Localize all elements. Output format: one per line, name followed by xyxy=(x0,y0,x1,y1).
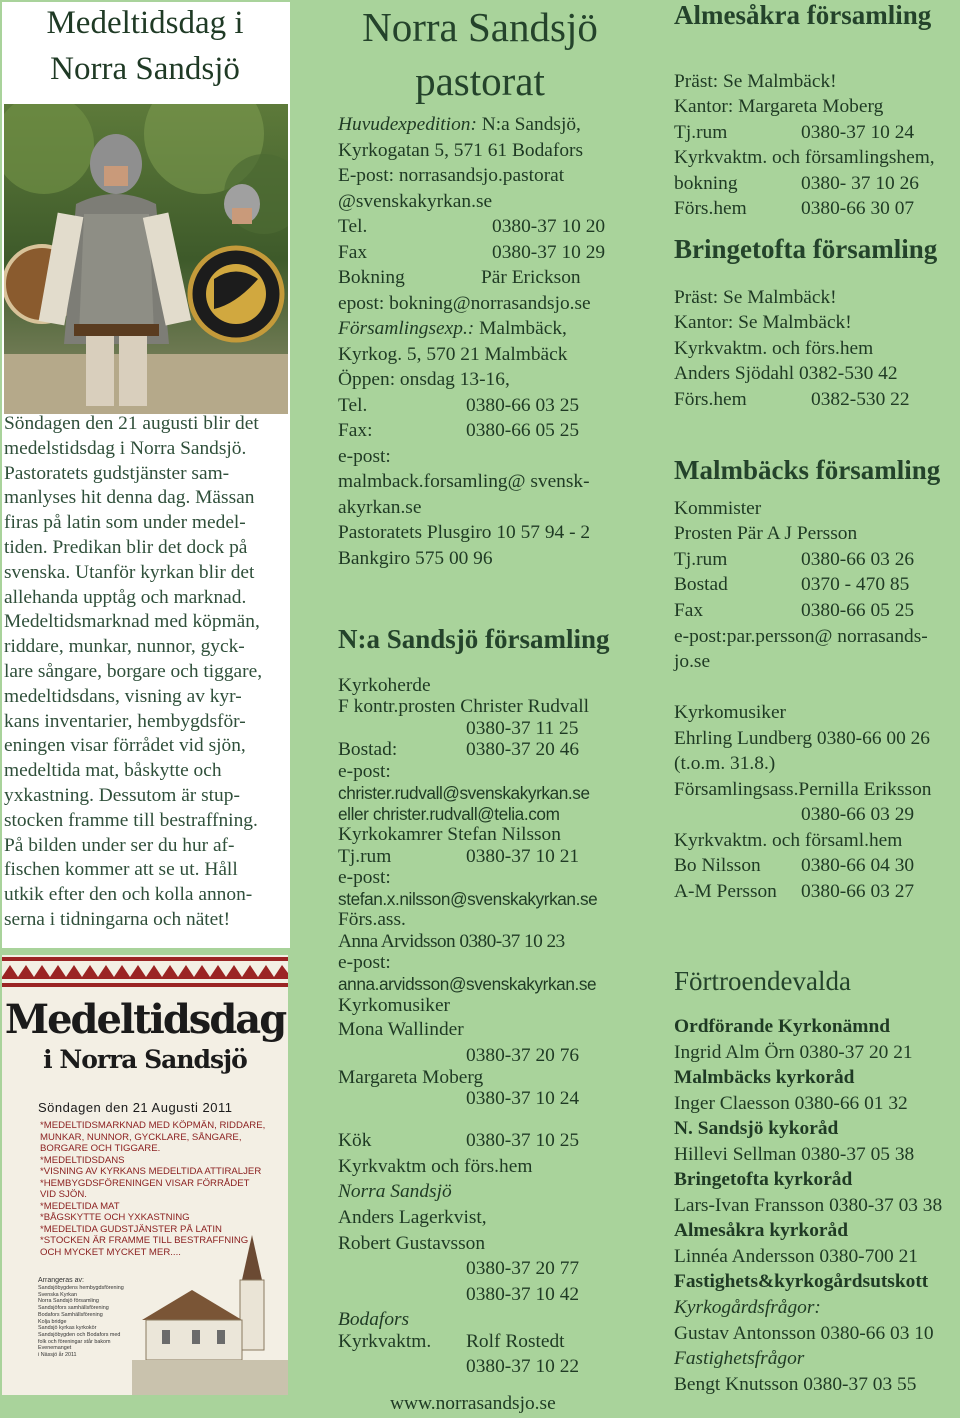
malmback-office-tel: 0380-66 03 26 xyxy=(801,549,915,570)
vicar-label: Kyrkoherde xyxy=(338,675,431,696)
malmback-office-label: Tj.rum xyxy=(674,549,728,570)
arranger: Sandsjöbygden och Bodafors med xyxy=(38,1331,121,1338)
branch-email: akyrkan.se xyxy=(338,497,422,518)
body-line: Söndagen den 21 augusti blir det xyxy=(4,413,259,434)
malmback-sexton-label: Kyrkvaktm. och församl.hem xyxy=(674,830,903,851)
almesakra-hall-tel: 0380-66 30 07 xyxy=(801,198,915,219)
poster-item: *MEDELTIDSMARKNAD MED KÖPMÄN, RIDDARE, xyxy=(40,1120,266,1131)
body-line: tiden. Predikan blir det dock på xyxy=(4,536,248,558)
almesakra-hall-label: Förs.hem xyxy=(674,198,747,219)
sexton-names: Robert Gustavsson xyxy=(338,1233,486,1254)
arranger: Norra Sandsjö församling xyxy=(38,1298,99,1305)
branch-email-label: e-post: xyxy=(338,446,391,467)
arranger: Evenemanget xyxy=(38,1345,72,1352)
body-line: svenska. Utanför kyrkan blir det xyxy=(4,561,255,583)
malmback-email: e-post:par.persson@ norrasands- xyxy=(674,626,928,647)
trustee-name: Ingrid Alm Örn 0380-37 20 21 xyxy=(674,1042,913,1063)
arranger: Sandsjö kyrkas kyrkokör xyxy=(38,1325,97,1332)
branch-email: malmback.forsamling@ svensk- xyxy=(338,471,590,492)
article-body xyxy=(4,412,292,933)
arranger: Svenska Kyrkan xyxy=(38,1291,77,1298)
bringetofta-hall-label: Förs.hem xyxy=(674,389,747,410)
body-line: På bilden under ser du hur af- xyxy=(4,834,235,856)
malmback-email: jo.se xyxy=(674,651,711,672)
branch-tel-label: Tel. xyxy=(338,395,368,416)
arranger: Sandsjöbygdens hembygdsförening xyxy=(38,1285,124,1291)
arrangers-heading: Arrangeras av: xyxy=(38,1277,84,1284)
booking-email: epost: bokning@norrasandsjo.se xyxy=(338,293,591,314)
malmback-heading: Malmbäcks församling xyxy=(674,455,941,485)
arranger: i Nässjö år 2011 xyxy=(38,1352,77,1359)
body-line: Pastoratets gudstjänster sam- xyxy=(4,462,230,484)
sexton-names: Anders Lagerkvist, xyxy=(338,1207,487,1228)
trustee-name: Inger Claesson 0380-66 01 32 xyxy=(674,1093,908,1114)
sexton2-name: Rolf Rostedt xyxy=(466,1331,565,1352)
email-label: e-post: xyxy=(338,761,391,782)
body-line: riddare, munkar, nunnor, gyck- xyxy=(4,636,245,658)
trustee-role: Malmbäcks kyrkoråd xyxy=(674,1067,855,1088)
sexton2-label: Kyrkvaktm. xyxy=(338,1331,432,1352)
poster-item: *BÅGSKYTTE OCH YXKASTNING xyxy=(40,1212,190,1223)
bringetofta-sexton-label: Kyrkvaktm. och förs.hem xyxy=(674,338,874,359)
sexton-tel: 0380-37 20 77 xyxy=(466,1258,580,1279)
poster-event-list xyxy=(40,1120,280,1258)
malmback-vicar-label: Kommister xyxy=(674,498,762,519)
bringetofta-sexton: Anders Sjödahl 0382-530 42 xyxy=(674,363,898,384)
trustee-role: N. Sandsjö kykoråd xyxy=(674,1118,839,1139)
trustee-role: Almesåkra kyrkoråd xyxy=(674,1220,848,1241)
sexton-place: Norra Sandsjö xyxy=(338,1181,452,1202)
branch-fax: 0380-66 05 25 xyxy=(466,420,580,441)
malmback-home-label: Bostad xyxy=(674,574,728,595)
poster-item: VID SJÖN. xyxy=(40,1189,87,1200)
treasurer-email: stefan.x.nilsson@svenskakyrkan.se xyxy=(338,889,598,909)
almesakra-priest: Präst: Se Malmbäck! xyxy=(674,71,837,92)
poster-item: *HEMBYGDSFÖRENINGEN VISAR FÖRRÅDET xyxy=(40,1177,250,1189)
arranger: Bodafors Samhällsförening xyxy=(38,1311,103,1318)
malmback-assistant-tel: 0380-66 03 29 xyxy=(801,804,915,825)
trustee-name: Hillevi Sellman 0380-37 05 38 xyxy=(674,1144,915,1165)
expedition-email: E-post: norrasandsjo.pastorat xyxy=(338,165,565,186)
trustee-name: Linnéa Andersson 0380-700 21 xyxy=(674,1246,918,1267)
malmback-sexton-tel: 0380-66 03 27 xyxy=(801,881,915,902)
sexton-tel: 0380-37 10 42 xyxy=(466,1284,580,1305)
trustee-role: Ordförande Kyrkonämnd xyxy=(674,1016,891,1037)
malmback-home-tel: 0370 - 470 85 xyxy=(801,574,910,595)
bringetofta-hall-tel: 0382-530 22 xyxy=(811,389,910,410)
medieval-reenactors-photo xyxy=(4,104,288,414)
malmback-musician-note: (t.o.m. 31.8.) xyxy=(674,753,776,774)
pastorate-title: Norra Sandsjö pastorat xyxy=(362,4,598,104)
poster-subtitle: i Norra Sandsjö xyxy=(43,1045,247,1074)
expedition-fax-label: Fax xyxy=(338,242,368,263)
plusgiro: Pastoratets Plusgiro 10 57 94 - 2 xyxy=(338,522,591,543)
expedition-fax: 0380-37 10 29 xyxy=(492,242,606,263)
kitchen-label: Kök xyxy=(338,1130,372,1151)
malmback-sexton-tel: 0380-66 04 30 xyxy=(801,855,915,876)
trustee-subrole: Fastighetsfrågor xyxy=(674,1348,805,1369)
branch-address: Kyrkog. 5, 570 21 Malmbäck xyxy=(338,344,568,365)
body-line: medeltidsdans, visning av kyr- xyxy=(4,685,242,707)
assistant-label: Förs.ass. xyxy=(338,909,406,930)
sexton2-tel: 0380-37 10 22 xyxy=(466,1356,580,1377)
bankgiro: Bankgiro 575 00 96 xyxy=(338,548,493,569)
branch-open-hours: Öppen: onsdag 13-16, xyxy=(338,369,510,390)
trustee-name: Bengt Knutsson 0380-37 03 55 xyxy=(674,1374,917,1395)
branch-line: Församlingsexp.: Malmbäck, xyxy=(338,318,567,339)
arranger: Kolja bridge xyxy=(38,1318,67,1325)
musician-tel: 0380-37 10 24 xyxy=(466,1088,580,1109)
trustee-name: Gustav Antonsson 0380-66 03 10 xyxy=(674,1323,934,1344)
bringetofta-cantor: Kantor: Se Malmbäck! xyxy=(674,312,852,333)
malmback-sexton-name: A-M Persson xyxy=(674,881,777,902)
malmback-assistant: Församlingsass.Pernilla Eriksson xyxy=(674,779,932,800)
vicar-name: F kontr.prosten Christer Rudvall xyxy=(338,696,589,717)
poster-item: *MEDELTIDA MAT xyxy=(40,1200,120,1212)
treasurer-email-label: e-post: xyxy=(338,867,391,888)
arranger: Sandsjöfors samhällsförening xyxy=(38,1305,109,1312)
poster-date: Söndagen den 21 Augusti 2011 xyxy=(38,1100,233,1115)
article-title: Medeltidsdag i Norra Sandsjö xyxy=(46,5,244,87)
assistant-email-label: e-post: xyxy=(338,952,391,973)
body-line: kans inventarier, hembygdsför- xyxy=(4,710,246,732)
poster-item: MUNKAR, NUNNOR, GYCKLARE, SÅNGARE, xyxy=(40,1131,242,1143)
body-line: stocken framme till bestraffning. xyxy=(4,809,258,831)
almesakra-office-tel: 0380-37 10 24 xyxy=(801,122,915,143)
musicians-label: Kyrkomusiker xyxy=(338,995,451,1016)
trustees-heading: Förtroendevalda xyxy=(674,966,851,996)
treasurer-tel-label: Tj.rum xyxy=(338,846,392,867)
kitchen-tel: 0380-37 10 25 xyxy=(466,1130,580,1151)
body-line: utkik efter den och kolla annon- xyxy=(4,884,253,906)
almesakra-booking-label: bokning xyxy=(674,173,738,194)
malmback-vicar-name: Prosten Pär A J Persson xyxy=(674,523,858,544)
almesakra-heading: Almesåkra församling xyxy=(674,0,932,30)
sexton-place: Bodafors xyxy=(338,1309,410,1330)
assistant-email: anna.arvidsson@svenskakyrkan.se xyxy=(338,974,597,994)
almesakra-booking-tel: 0380- 37 10 26 xyxy=(801,173,919,194)
expedition-address: Kyrkogatan 5, 571 61 Bodafors xyxy=(338,140,584,161)
poster-item: *STOCKEN ÄR FRAMME TILL BESTRAFFNING xyxy=(40,1235,249,1246)
trustee-role: Bringetofta kyrkoråd xyxy=(674,1169,853,1190)
vicar-email: christer.rudvall@svenskakyrkan.se xyxy=(338,783,590,803)
assistant-line: Anna Arvidsson 0380-37 10 23 xyxy=(338,931,565,952)
body-line: eningen visar förrådet vid sjön, xyxy=(4,735,246,757)
musician-tel: 0380-37 20 76 xyxy=(466,1045,580,1066)
website-link[interactable]: www.norrasandsjo.se xyxy=(390,1393,556,1414)
branch-label: Församlingsexp.: xyxy=(338,318,475,339)
body-line: yxkastning. Dessutom är stup- xyxy=(4,784,240,806)
musician-name: Mona Wallinder xyxy=(338,1019,464,1040)
almesakra-cantor: Kantor: Margareta Moberg xyxy=(674,96,884,117)
trustee-role: Fastighets&kyrkogårdsutskott xyxy=(674,1271,929,1292)
sexton-label: Kyrkvaktm och förs.hem xyxy=(338,1156,533,1177)
vicar-email: eller christer.rudvall@telia.com xyxy=(338,804,560,824)
body-line: firas på latin som under medel- xyxy=(4,512,246,534)
malmback-sexton-name: Bo Nilsson xyxy=(674,855,761,876)
body-line: allehanda upptåg och marknad. xyxy=(4,586,247,608)
treasurer-tel: 0380-37 10 21 xyxy=(466,846,580,867)
almesakra-sexton: Kyrkvaktm. och församlingshem, xyxy=(674,147,935,168)
home-tel: 0380-37 20 46 xyxy=(466,739,580,760)
almesakra-office-label: Tj.rum xyxy=(674,122,728,143)
branch-tel: 0380-66 03 25 xyxy=(466,395,580,416)
trustee-name: Lars-Ivan Fransson 0380-37 03 38 xyxy=(674,1195,943,1216)
expedition-label: Huvudexpedition: xyxy=(338,114,477,135)
poster-item: *MEDELTIDA GUDSTJÄNSTER PÅ LATIN xyxy=(40,1223,222,1235)
musician-name: Margareta Moberg xyxy=(338,1067,484,1088)
bringetofta-priest: Präst: Se Malmbäck! xyxy=(674,287,837,308)
expedition-tel-label: Tel. xyxy=(338,216,368,237)
booking-label: Bokning xyxy=(338,267,405,288)
expedition-email: @svenskakyrkan.se xyxy=(338,191,493,212)
malmback-musician-label: Kyrkomusiker xyxy=(674,702,787,723)
poster-title: Medeltidsdag xyxy=(4,996,286,1043)
poster-item: OCH MYCKET MYCKET MER.... xyxy=(40,1246,181,1258)
poster-item: BORGARE OCH TIGGARE. xyxy=(40,1143,161,1154)
branch-fax-label: Fax: xyxy=(338,420,373,441)
body-line: manlyses hit denna dag. Mässan xyxy=(4,487,255,509)
treasurer: Kyrkokamrer Stefan Nilsson xyxy=(338,824,561,845)
vicar-tel: 0380-37 11 25 xyxy=(466,718,579,739)
body-line: serna i tidningarna och nätet! xyxy=(4,908,231,930)
booking-name: Pär Erickson xyxy=(481,267,581,288)
expedition-tel: 0380-37 10 20 xyxy=(492,216,606,237)
bringetofta-heading: Bringetofta församling xyxy=(674,234,938,264)
poster-item: *VISNING AV KYRKANS MEDELTIDA ATTIRALJER xyxy=(40,1166,262,1177)
body-line: medeltida mat, båskytte och xyxy=(4,760,222,782)
poster-item: *MEDELTIDSDANS xyxy=(40,1154,125,1166)
malmback-musician: Ehrling Lundberg 0380-66 00 26 xyxy=(674,728,930,749)
poster-arrangers xyxy=(38,1276,158,1359)
body-line: lare sångare, borgare och tiggare, xyxy=(4,660,263,682)
home-label: Bostad: xyxy=(338,739,398,760)
expedition-line: Huvudexpedition: N:a Sandsjö, xyxy=(338,114,581,135)
body-line: Medeltidsmarknad med köpmän, xyxy=(4,611,260,633)
trustee-subrole: Kyrkogårdsfrågor: xyxy=(674,1297,821,1318)
body-line: fischen kommer att se ut. Håll xyxy=(4,859,238,881)
poster-border-ornament xyxy=(2,955,288,989)
nsandsjo-heading: N:a Sandsjö församling xyxy=(338,624,610,654)
arranger: folk och föreningar står bakom xyxy=(38,1338,111,1345)
malmback-fax-tel: 0380-66 05 25 xyxy=(801,600,915,621)
body-line: medelstidsdag i Norra Sandsjö. xyxy=(4,437,247,459)
malmback-fax-label: Fax xyxy=(674,600,704,621)
